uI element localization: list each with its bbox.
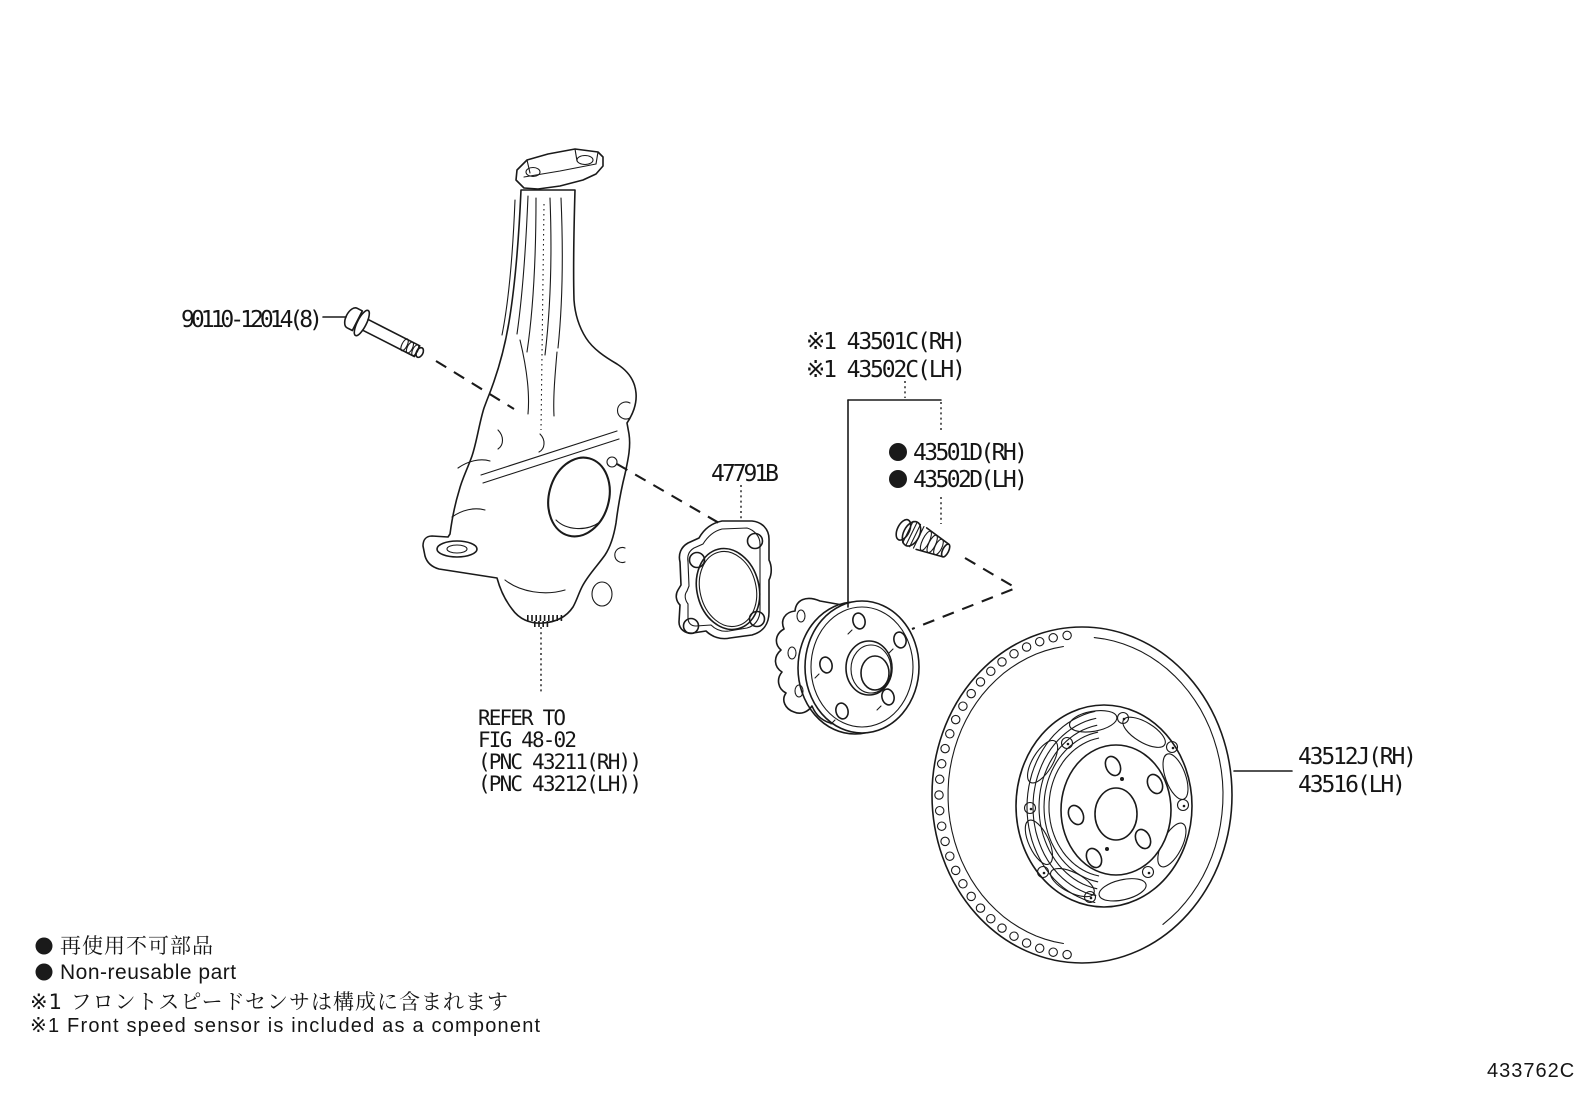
legend-speed-sensor-note-jp: ※1 フロントスピードセンサは構成に含まれます bbox=[30, 990, 509, 1014]
dust-cover-drawing bbox=[676, 521, 771, 639]
label-hub-bolt-lh: 43502D(LH) bbox=[913, 467, 1028, 493]
hub-stud-bolt-drawing bbox=[892, 516, 954, 564]
label-hub-sub-assy-rh: ※1 43501C(RH) bbox=[806, 329, 966, 355]
callout-labels bbox=[181, 307, 1417, 798]
label-hub-sub-assy-lh: ※1 43502C(LH) bbox=[806, 357, 966, 383]
label-refer-line4: (PNC 43212(LH)) bbox=[478, 772, 642, 796]
label-dust-cover: 47791B bbox=[711, 461, 779, 487]
non-reusable-dot-icon bbox=[36, 938, 53, 955]
hub-bearing-drawing bbox=[775, 598, 919, 734]
steering-knuckle-drawing bbox=[423, 149, 636, 624]
label-refer-line3: (PNC 43211(RH)) bbox=[478, 750, 642, 774]
label-brake-disc-rh: 43512J(RH) bbox=[1298, 744, 1417, 770]
label-hub-bolt-rh: 43501D(RH) bbox=[913, 440, 1028, 466]
legend-nonreusable-en: Non-reusable part bbox=[60, 961, 237, 984]
legend-speed-sensor-note-en: ※1 Front speed sensor is included as a component bbox=[30, 1015, 542, 1037]
label-refer-line1: REFER TO bbox=[478, 706, 566, 730]
legend bbox=[30, 934, 541, 1037]
knuckle-bolt-drawing bbox=[340, 303, 429, 367]
non-reusable-dot-icon bbox=[889, 470, 907, 488]
doc-code: 433762C bbox=[1487, 1060, 1576, 1082]
label-brake-disc-lh: 43516(LH) bbox=[1298, 772, 1406, 798]
brake-disc-drawing bbox=[932, 627, 1232, 963]
non-reusable-dot-icon bbox=[889, 443, 907, 461]
label-refer-line2: FIG 48-02 bbox=[478, 728, 577, 752]
legend-nonreusable-jp: 再使用不可部品 bbox=[60, 934, 214, 958]
non-reusable-dot-icon bbox=[36, 964, 53, 981]
label-knuckle-bolt: 90110-12014(8) bbox=[181, 307, 323, 333]
